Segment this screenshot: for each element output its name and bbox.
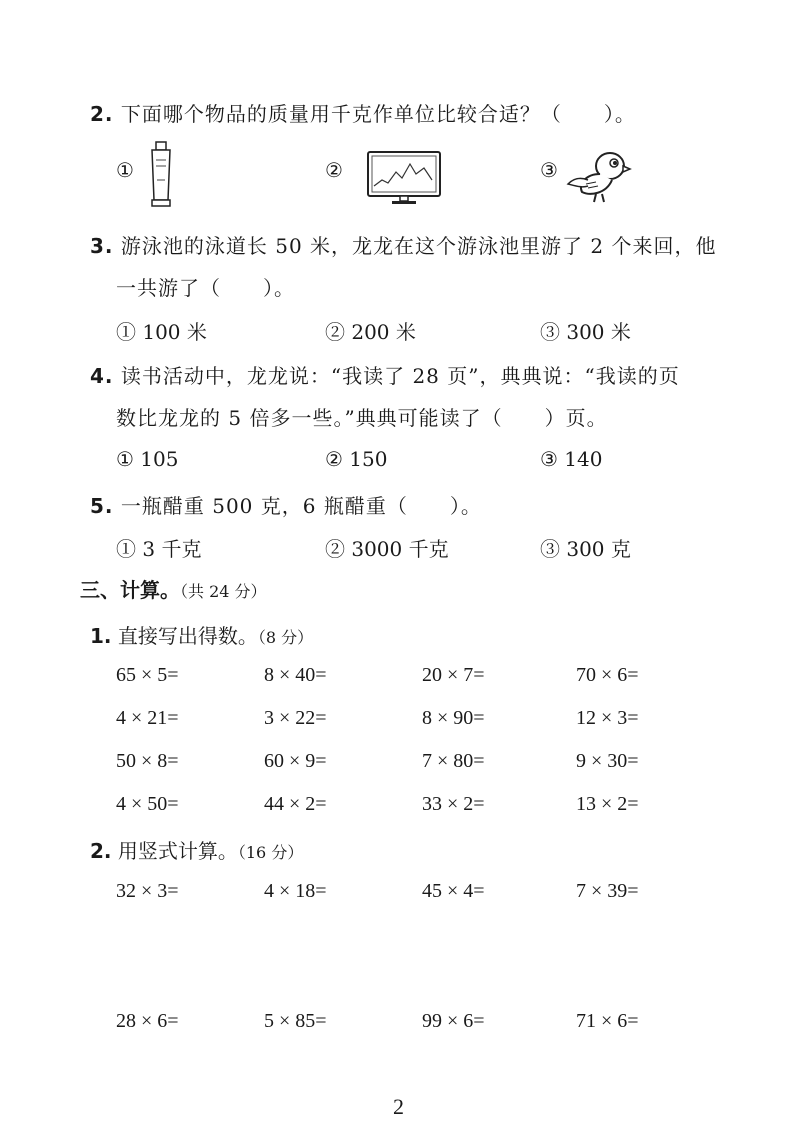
calc-item: 60 × 9= <box>264 750 327 772</box>
section-score: （共 24 分） <box>180 582 267 601</box>
option-3[interactable]: ③ 300 克 <box>540 537 631 561</box>
bird-icon <box>566 148 632 206</box>
calc-item: 8 × 90= <box>422 707 485 729</box>
part-title: 用竖式计算。 <box>117 839 238 863</box>
section-3-heading <box>80 574 267 603</box>
option-2[interactable]: ② 150 <box>325 447 388 471</box>
calc-item: 70 × 6= <box>576 664 639 686</box>
computer-monitor-icon <box>366 150 442 206</box>
calc-item: 99 × 6= <box>422 1010 485 1032</box>
question-2 <box>90 98 636 127</box>
calc-item: 28 × 6= <box>116 1010 179 1032</box>
question-text: 读书活动中，龙龙说：“我读了 28 页”，典典说：“我读的页 <box>120 364 680 388</box>
toothpaste-tube-icon <box>146 140 176 210</box>
question-5 <box>90 490 482 519</box>
question-4-line-1 <box>90 360 680 389</box>
calc-item: 5 × 85= <box>264 1010 327 1032</box>
part-score: （16 分） <box>237 843 304 862</box>
question-text: 一瓶醋重 500 克，6 瓶醋重（ ）。 <box>120 494 482 518</box>
option-1[interactable] <box>116 158 134 182</box>
question-text: 游泳池的泳道长 50 米，龙龙在这个游泳池里游了 2 个来回，他 <box>120 234 717 258</box>
section-title: 三、计算。 <box>80 578 180 602</box>
calc-item: 4 × 21= <box>116 707 179 729</box>
question-number: 4. <box>90 364 114 388</box>
question-text: 下面哪个物品的质量用千克作单位比较合适？（ ）。 <box>120 102 636 126</box>
calc-item: 50 × 8= <box>116 750 179 772</box>
option-2[interactable] <box>325 158 343 182</box>
calc-item: 8 × 40= <box>264 664 327 686</box>
part-1-heading <box>90 620 313 649</box>
calc-item: 12 × 3= <box>576 707 639 729</box>
option-2[interactable]: ② 200 米 <box>325 320 416 344</box>
option-mark: ① <box>116 158 134 182</box>
part-number: 1. <box>90 624 112 648</box>
option-2[interactable]: ② 3000 千克 <box>325 537 449 561</box>
option-mark: ③ <box>540 158 558 182</box>
calc-item: 13 × 2= <box>576 793 639 815</box>
option-3[interactable]: ③ 140 <box>540 447 603 471</box>
page-number: 2 <box>393 1094 404 1119</box>
calc-item: 7 × 80= <box>422 750 485 772</box>
option-3[interactable] <box>540 158 558 182</box>
calc-item: 20 × 7= <box>422 664 485 686</box>
part-score: （8 分） <box>257 628 314 647</box>
part-2-heading <box>90 835 303 864</box>
option-3[interactable]: ③ 300 米 <box>540 320 631 344</box>
calc-item: 65 × 5= <box>116 664 179 686</box>
part-title: 直接写出得数。 <box>117 624 258 648</box>
question-4-line-2: 数比龙龙的 5 倍多一些。”典典可能读了（ ）页。 <box>116 406 608 430</box>
calc-item: 33 × 2= <box>422 793 485 815</box>
calc-item: 44 × 2= <box>264 793 327 815</box>
calc-item: 3 × 22= <box>264 707 327 729</box>
calc-item: 7 × 39= <box>576 880 639 902</box>
part-number: 2. <box>90 839 112 863</box>
calc-item: 4 × 18= <box>264 880 327 902</box>
question-3-line-2: 一共游了（ ）。 <box>116 276 295 300</box>
option-mark: ② <box>325 158 343 182</box>
calc-item: 32 × 3= <box>116 880 179 902</box>
option-1[interactable]: ① 3 千克 <box>116 537 202 561</box>
question-number: 3. <box>90 234 114 258</box>
calc-item: 71 × 6= <box>576 1010 639 1032</box>
question-number: 2. <box>90 102 114 126</box>
calc-item: 4 × 50= <box>116 793 179 815</box>
calc-item: 45 × 4= <box>422 880 485 902</box>
calc-item: 9 × 30= <box>576 750 639 772</box>
option-1[interactable]: ① 100 米 <box>116 320 207 344</box>
question-3-line-1 <box>90 230 716 259</box>
option-1[interactable]: ① 105 <box>116 447 179 471</box>
question-number: 5. <box>90 494 114 518</box>
